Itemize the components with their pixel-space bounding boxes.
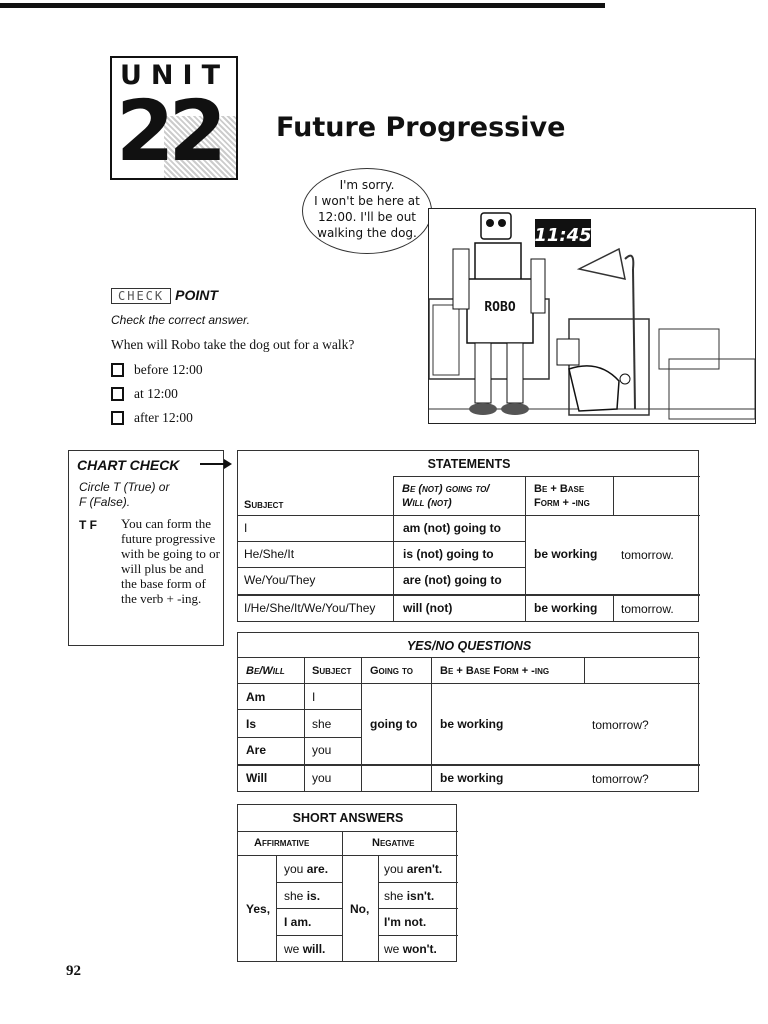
header-will-not: Will (not) [402,497,452,509]
option-before[interactable] [111,362,203,378]
speech-line-4: walking the dog. [317,226,417,240]
header-be-base: Be + Base [534,483,585,495]
table-rule [393,476,700,477]
page-title: Future Progressive [276,112,566,143]
answer-verb: I am. [284,915,312,929]
statements-time: tomorrow. [621,602,674,616]
short-answers-table [237,804,457,962]
header-be-will: Be/Will [246,665,285,677]
page-number: 92 [66,963,81,979]
speech-line-1: I'm sorry. [339,178,395,192]
robot-shirt-text: ROBO [484,300,516,315]
arrow-line [200,463,226,465]
table-rule [238,541,525,542]
yes-no-row-aux: Are [246,743,267,757]
table-rule [378,908,458,909]
chart-check-instruction-line-1: Circle T (True) or [79,480,170,494]
table-rule [393,476,394,622]
table-rule [304,657,305,792]
table-rule [238,683,700,684]
negative-answer [384,942,437,956]
negative-answer [384,889,434,903]
table-rule [584,657,585,683]
chart-check-instruction-line-2: F (False). [79,495,131,509]
affirmative-answer [284,862,328,876]
unit-badge [110,56,238,180]
yes-no-row-subject: you [312,743,332,757]
statements-row-aux: are (not) going to [403,573,502,587]
header-form-ing: Form + -ing [534,497,590,509]
option-label: at 12:00 [134,386,178,401]
check-point-question: When will Robo take the dog out for a walk? [111,337,355,352]
statements-row-subject: I [244,521,248,535]
answer-verb: I'm not. [384,915,427,929]
statements-verb: be working [534,601,598,615]
header-negative: Negative [372,837,415,849]
yes-no-row-aux: Will [246,771,268,785]
yes-no-title: YES/NO QUESTIONS [406,639,532,653]
table-rule [613,595,614,622]
table-rule [613,476,614,516]
table-rule [238,594,700,596]
answer-pronoun: you [384,862,407,876]
chart-check-title: CHART CHECK [77,457,180,473]
statements-row-subject: He/She/It [244,547,295,561]
yes-no-questions-table [237,632,699,792]
table-rule [276,935,342,936]
table-rule [276,882,342,883]
negative-answer [384,862,442,876]
chart-check-instruction [79,480,169,510]
yes-label: Yes, [246,902,271,916]
statements-row-aux: am (not) going to [403,521,501,535]
yes-no-row-aux: Am [246,690,266,704]
yes-no-row-subject: I [312,690,316,704]
table-rule [238,515,700,516]
checkbox-icon[interactable] [111,411,124,425]
header-subject: Subject [244,499,284,511]
header-affirmative: Affirmative [254,837,310,849]
table-rule [238,855,458,856]
header-be-going-to: Be (not) going to/ [402,483,490,495]
checkbox-icon[interactable] [111,387,124,401]
table-rule [238,657,700,658]
answer-verb: aren't. [406,862,443,876]
yes-no-going-to: going to [370,717,418,731]
statements-row-subject: I/He/She/It/We/You/They [244,601,376,615]
clock-display: 11:45 [534,225,592,246]
statements-title: STATEMENTS [427,457,511,471]
answer-pronoun: you [284,862,307,876]
chart-check-box [68,450,224,646]
table-rule [378,935,458,936]
answer-verb: won't. [402,942,437,956]
statements-table [237,450,699,622]
statements-time: tomorrow. [621,548,674,562]
speech-line-3: 12:00. I'll be out [318,210,416,224]
top-rule [0,3,605,8]
option-label: after 12:00 [134,410,193,425]
robot-scene-drawing [429,209,755,423]
answer-pronoun: she [384,889,407,903]
header-subject: Subject [312,665,352,677]
short-answers-title: SHORT ANSWERS [292,811,404,825]
table-rule [238,764,700,766]
answer-verb: isn't. [406,889,435,903]
answer-pronoun: we [384,942,403,956]
option-after[interactable] [111,410,193,426]
check-box-label: CHECK [111,288,171,304]
table-rule [238,737,361,738]
table-rule [276,908,342,909]
table-rule [342,831,343,962]
answer-verb: is. [306,889,321,903]
no-label: No, [350,902,370,916]
answer-pronoun: she [284,889,307,903]
option-label: before 12:00 [134,362,203,377]
statements-row-aux: is (not) going to [403,547,494,561]
table-rule [238,567,525,568]
table-rule [378,882,458,883]
table-rule [238,831,458,832]
yes-no-row-aux: Is [246,717,257,731]
answer-verb: will. [302,942,326,956]
yes-no-time: tomorrow? [592,718,649,732]
negative-answer [384,915,426,929]
yes-no-row-subject: you [312,771,332,785]
table-rule [361,657,362,792]
check-point-instruction: Check the correct answer. [111,313,250,327]
point-label: POINT [175,287,218,303]
speech-line-2: I won't be here at [314,194,420,208]
affirmative-answer [284,915,311,929]
yes-no-verb: be working [440,771,504,785]
chart-check-statement: You can form the future progressive with be going to or will plus be and the base form of the verb + -ing. [121,516,220,606]
yes-no-verb: be working [440,717,504,731]
answer-pronoun: we [284,942,303,956]
checkbox-icon[interactable] [111,363,124,377]
statements-row-aux: will (not) [403,601,453,615]
true-false-choice[interactable]: T F [79,518,97,532]
affirmative-answer [284,889,320,903]
option-at[interactable] [111,386,178,402]
answer-verb: are. [306,862,329,876]
unit-number: 22 [116,82,221,180]
header-base-form: Be + Base Form + -ing [440,665,550,677]
yes-no-row-subject: she [312,717,332,731]
table-rule [238,709,361,710]
yes-no-time: tomorrow? [592,772,649,786]
arrow-right-icon [224,459,232,469]
table-rule [525,476,526,622]
statements-verb: be working [534,547,598,561]
unit-label: UNIT [120,60,229,91]
check-point-heading [111,287,218,305]
robot-illustration [428,208,756,424]
statements-row-subject: We/You/They [244,573,316,587]
header-going-to: Going to [370,665,414,677]
speech-bubble [302,168,432,254]
table-rule [431,657,432,792]
affirmative-answer [284,942,325,956]
